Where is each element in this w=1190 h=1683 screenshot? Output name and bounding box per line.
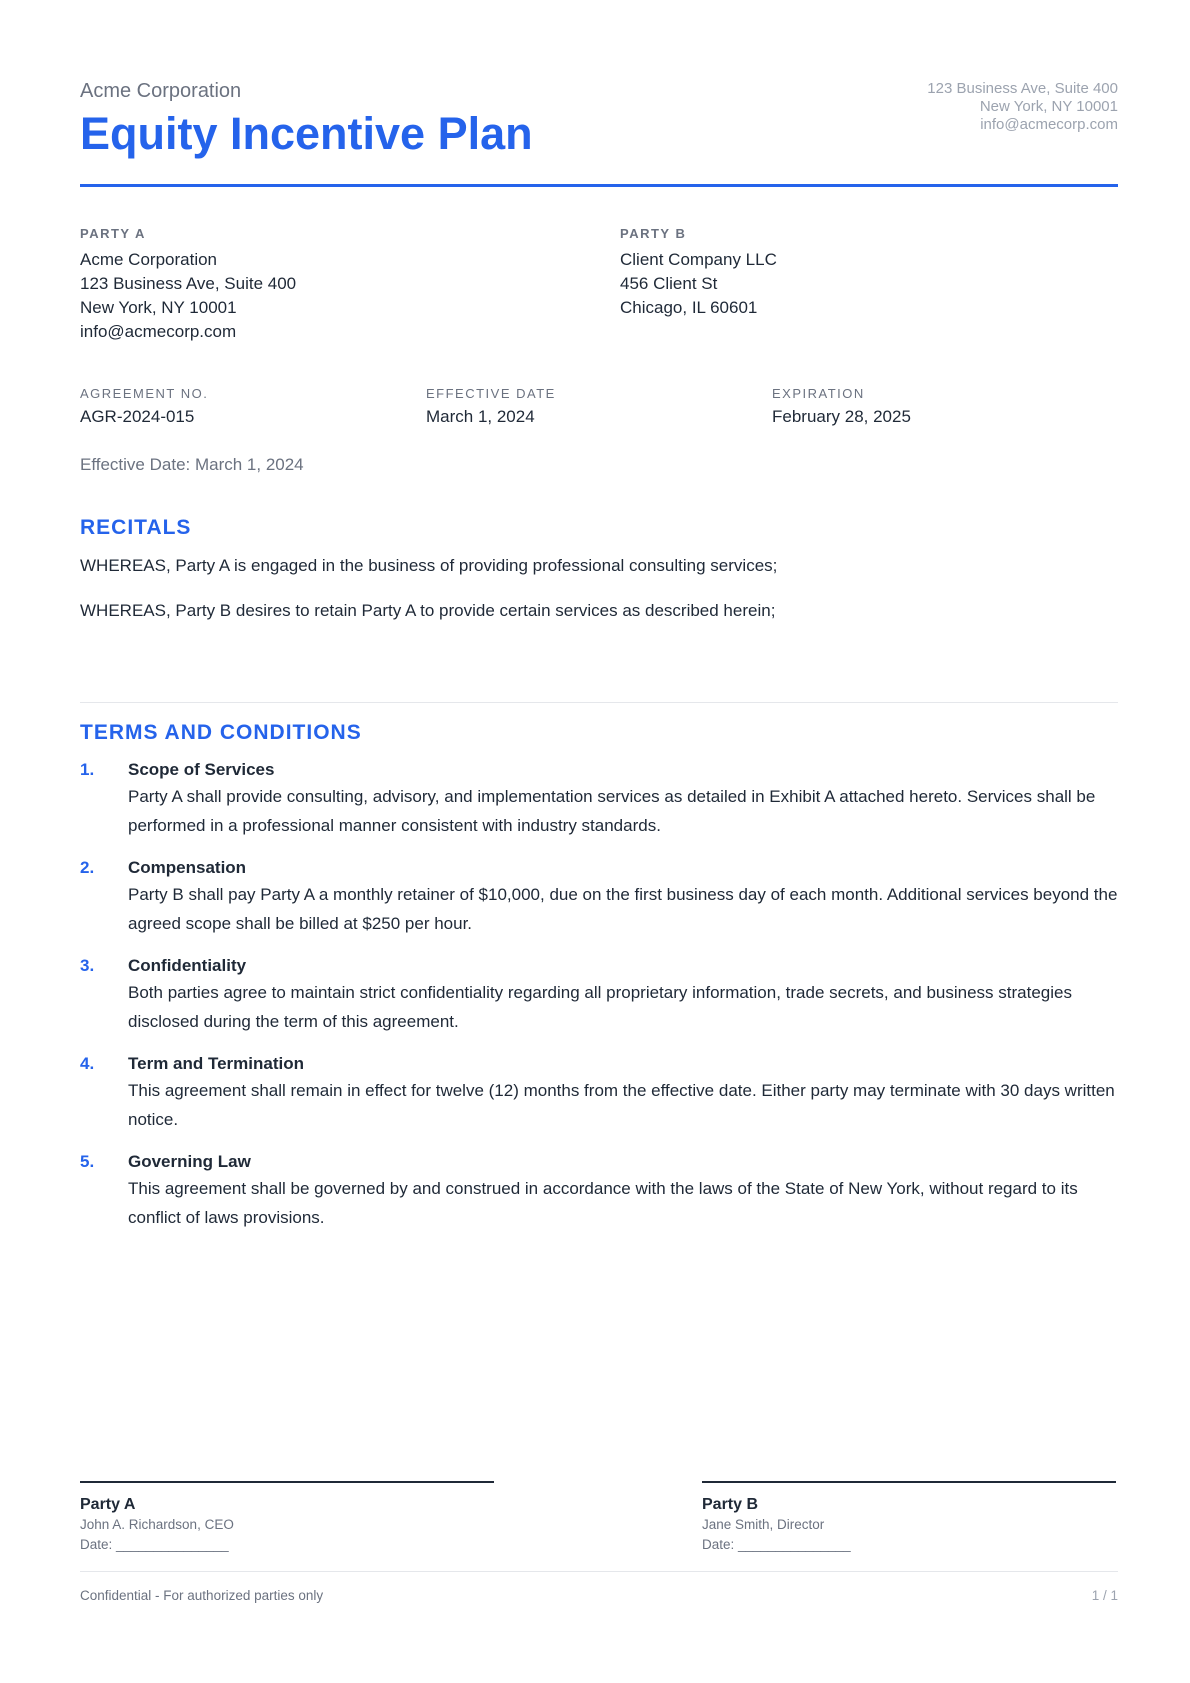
term-body: Party B shall pay Party A a monthly retainer of $10,000, due on the first business day of each month. Additional services beyond the agreed scope shall be billed at $250 per hour.	[128, 885, 1118, 933]
section-divider	[80, 702, 1118, 703]
footer-divider	[80, 1571, 1118, 1572]
meta-label: AGREEMENT NO.	[80, 386, 209, 401]
term-number: 3.	[80, 956, 95, 975]
signature-block-party-a	[80, 1481, 494, 1555]
company-address	[927, 80, 1118, 134]
party-a-city: New York, NY 10001	[80, 298, 237, 317]
signature-date-field[interactable]: Date: _______________	[80, 1537, 229, 1552]
footer-confidential-note: Confidential - For authorized parties only	[80, 1588, 324, 1603]
signatory-name: Jane Smith, Director	[702, 1517, 825, 1532]
signature-line[interactable]	[702, 1481, 1116, 1483]
party-b-label: PARTY B	[620, 226, 687, 241]
term-body: Party A shall provide consulting, advisory, and implementation services as detailed in Exhibit A attached hereto. Services shall be performed in a professional manner consistent with industry standards.	[128, 787, 1096, 835]
term-item	[80, 1052, 1118, 1134]
term-title: Confidentiality	[128, 956, 247, 975]
recital-item: WHEREAS, Party A is engaged in the business of providing professional consulting services;	[80, 556, 778, 575]
company-brand: Acme Corporation	[80, 80, 242, 102]
meta-value: February 28, 2025	[772, 407, 911, 426]
term-body: This agreement shall remain in effect for twelve (12) months from the effective date. Either party may terminate with 30 days written notice.	[128, 1081, 1115, 1129]
meta-label: EFFECTIVE DATE	[426, 386, 556, 401]
party-b-city: Chicago, IL 60601	[620, 298, 758, 317]
term-body: Both parties agree to maintain strict confidentiality regarding all proprietary information, trade secrets, and business strategies disclosed during the term of this agreement.	[128, 983, 1072, 1031]
recital-item: WHEREAS, Party B desires to retain Party A to provide certain services as described herein;	[80, 601, 776, 620]
signature-date-field[interactable]: Date: _______________	[702, 1537, 851, 1552]
term-number: 5.	[80, 1152, 95, 1171]
term-item	[80, 758, 1118, 840]
meta-expiration	[772, 386, 1102, 427]
term-number: 4.	[80, 1054, 95, 1073]
party-a-block	[80, 226, 480, 344]
term-title: Governing Law	[128, 1152, 251, 1171]
party-a-street: 123 Business Ave, Suite 400	[80, 274, 297, 293]
company-address-line: New York, NY 10001	[979, 98, 1118, 115]
company-address-line: 123 Business Ave, Suite 400	[927, 80, 1118, 97]
company-email: info@acmecorp.com	[980, 116, 1118, 133]
meta-value: March 1, 2024	[426, 407, 535, 426]
signatory-name: John A. Richardson, CEO	[80, 1517, 234, 1532]
party-a-email: info@acmecorp.com	[80, 322, 237, 341]
party-b-block	[620, 226, 1020, 320]
term-number: 2.	[80, 858, 95, 877]
header-rule	[80, 184, 1118, 187]
term-title: Term and Termination	[128, 1054, 305, 1073]
signature-block-party-b	[702, 1481, 1116, 1555]
meta-effective-date	[426, 386, 756, 427]
term-title: Compensation	[128, 858, 247, 877]
term-item	[80, 954, 1118, 1036]
meta-value: AGR-2024-015	[80, 407, 195, 426]
party-b-name: Client Company LLC	[620, 250, 777, 269]
page-number: 1 / 1	[1091, 1588, 1118, 1603]
party-a-name: Acme Corporation	[80, 250, 218, 269]
party-a-label: PARTY A	[80, 226, 146, 241]
party-b-street: 456 Client St	[620, 274, 718, 293]
term-body: This agreement shall be governed by and construed in accordance with the laws of the State of New York, without regard to its conflict of laws provisions.	[128, 1179, 1078, 1227]
signature-party: Party A	[80, 1496, 136, 1513]
signature-party: Party B	[702, 1496, 759, 1513]
term-number: 1.	[80, 760, 95, 779]
signature-line[interactable]	[80, 1481, 494, 1483]
meta-label: EXPIRATION	[772, 386, 865, 401]
meta-agreement-no	[80, 386, 410, 427]
term-item	[80, 1150, 1118, 1232]
document-title: Equity Incentive Plan	[80, 108, 533, 159]
effective-date-note: Effective Date: March 1, 2024	[80, 455, 304, 474]
recitals-heading: RECITALS	[80, 516, 192, 539]
terms-list	[80, 758, 1118, 1248]
term-item	[80, 856, 1118, 938]
terms-heading: TERMS AND CONDITIONS	[80, 721, 362, 744]
document-page	[80, 0, 1118, 1683]
term-title: Scope of Services	[128, 760, 275, 779]
